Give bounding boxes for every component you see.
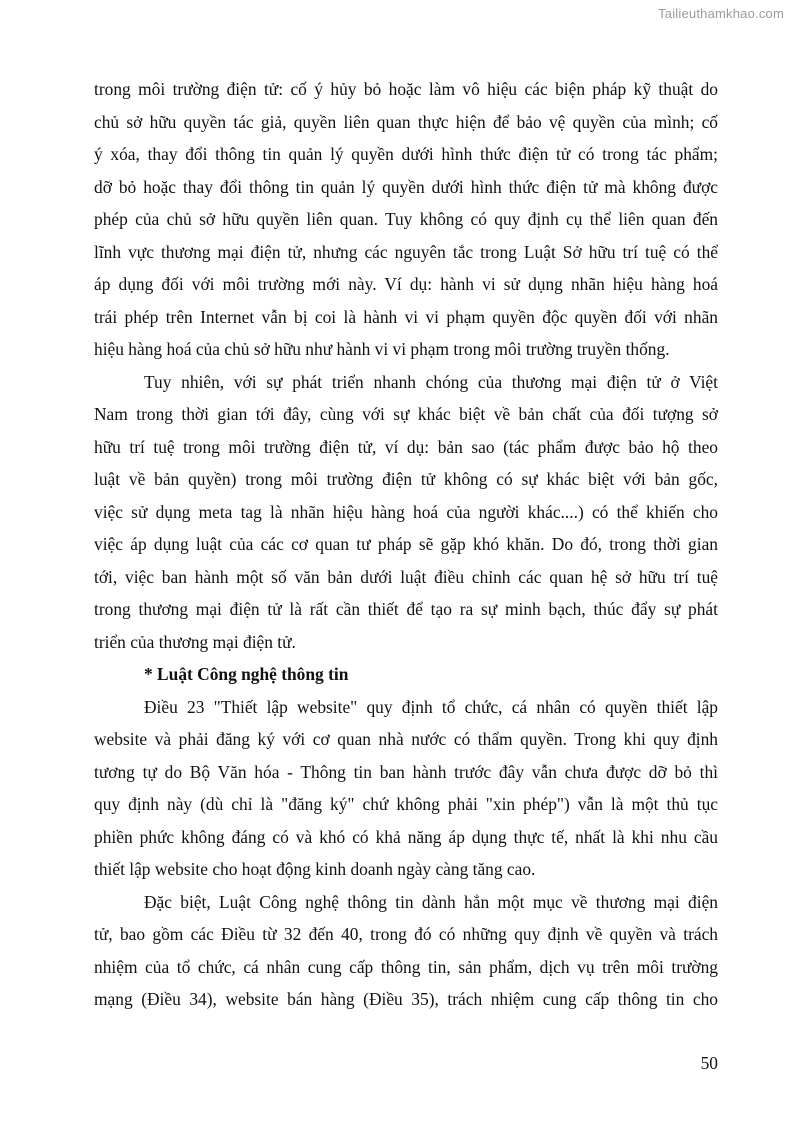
text-line: luật về bản quyền) trong môi trường điện tử không có sự khác biệt với bản gốc,	[94, 469, 718, 489]
text-line: phiền phức không đáng có và khó có khả năng áp dụng thực tế, nhất là khi nhu cầu	[94, 826, 718, 847]
text-line: triển của thương mại điện tử.	[94, 631, 296, 652]
text-line: tới, việc ban hành một số văn bản dưới luật điều chỉnh các quan hệ sở hữu trí tuệ	[94, 566, 718, 587]
text-line: Nam trong thời gian tới đây, cùng với sự khác biệt về bản chất của đối tượng sở	[94, 404, 718, 424]
text-line: lĩnh vực thương mại điện tử, nhưng các nguyên tắc trong Luật Sở hữu trí tuệ có thể	[94, 241, 718, 262]
text-line: Đặc biệt, Luật Công nghệ thông tin dành hẳn một mục về thương mại điện	[144, 891, 718, 912]
text-line: tương tự do Bộ Văn hóa - Thông tin ban hành trước đây vẫn chưa được dỡ bỏ thì	[94, 761, 718, 782]
watermark-text: Tailieuthamkhao.com	[658, 6, 784, 21]
text-line: hữu trí tuệ trong môi trường điện tử, ví dụ: bản sao (tác phẩm được bảo hộ theo	[94, 436, 718, 457]
text-line: phép của chủ sở hữu quyền liên quan. Tuy không có quy định cụ thể liên quan đến	[94, 209, 718, 229]
section-heading: * Luật Công nghệ thông tin	[144, 664, 349, 684]
text-line: hiệu hàng hoá của chủ sở hữu như hành vi vi phạm trong môi trường truyền thống.	[94, 339, 670, 359]
text-line: quy định này (dù chỉ là "đăng ký" chứ không phải "xin phép") vẫn là một thủ tục	[94, 794, 718, 814]
page-number: 50	[700, 1053, 718, 1073]
document-body	[94, 73, 718, 1016]
text-line: website và phải đăng ký với cơ quan nhà nước có thẩm quyền. Trong khi quy định	[94, 729, 718, 749]
text-line: Điều 23 "Thiết lập website" quy định tổ chức, cá nhân có quyền thiết lập	[144, 696, 718, 717]
text-line: trong môi trường điện tử: cố ý hủy bỏ hoặc làm vô hiệu các biện pháp kỹ thuật do	[94, 79, 718, 99]
text-line: chủ sở hữu quyền tác giả, quyền liên quan thực hiện để bảo vệ quyền của mình; cố	[94, 111, 718, 132]
text-line: trong thương mại điện tử là rất cần thiết để tạo ra sự minh bạch, thúc đẩy sự phát	[94, 599, 718, 619]
text-line: thiết lập website cho hoạt động kinh doanh ngày càng tăng cao.	[94, 859, 536, 879]
text-line: nhiệm của tổ chức, cá nhân cung cấp thông tin, sản phẩm, dịch vụ trên môi trường	[94, 956, 718, 977]
text-line: trái phép trên Internet vẫn bị coi là hành vi vi phạm quyền độc quyền đối với nhãn	[94, 306, 718, 327]
text-line: việc áp dụng luật của các cơ quan tư pháp sẽ gặp khó khăn. Do đó, trong thời gian	[94, 534, 718, 554]
text-line: tử, bao gồm các Điều từ 32 đến 40, trong đó có những quy định về quyền và trách	[94, 924, 718, 944]
text-line: áp dụng đối với môi trường mới này. Ví dụ: hành vi sử dụng nhãn hiệu hàng hoá	[94, 274, 718, 294]
text-line: Tuy nhiên, với sự phát triển nhanh chóng của thương mại điện tử ở Việt	[144, 371, 718, 392]
text-line: dỡ bỏ hoặc thay đổi thông tin quản lý quyền dưới hình thức điện tử mà không được	[94, 176, 718, 197]
text-line: việc sử dụng meta tag là nhãn hiệu hàng hoá của người khác....) có thể khiến cho	[94, 501, 718, 522]
text-line: mạng (Điều 34), website bán hàng (Điều 35), trách nhiệm cung cấp thông tin cho	[94, 989, 718, 1009]
text-line: ý xóa, thay đổi thông tin quản lý quyền dưới hình thức điện tử có trong tác phẩm;	[94, 144, 718, 164]
